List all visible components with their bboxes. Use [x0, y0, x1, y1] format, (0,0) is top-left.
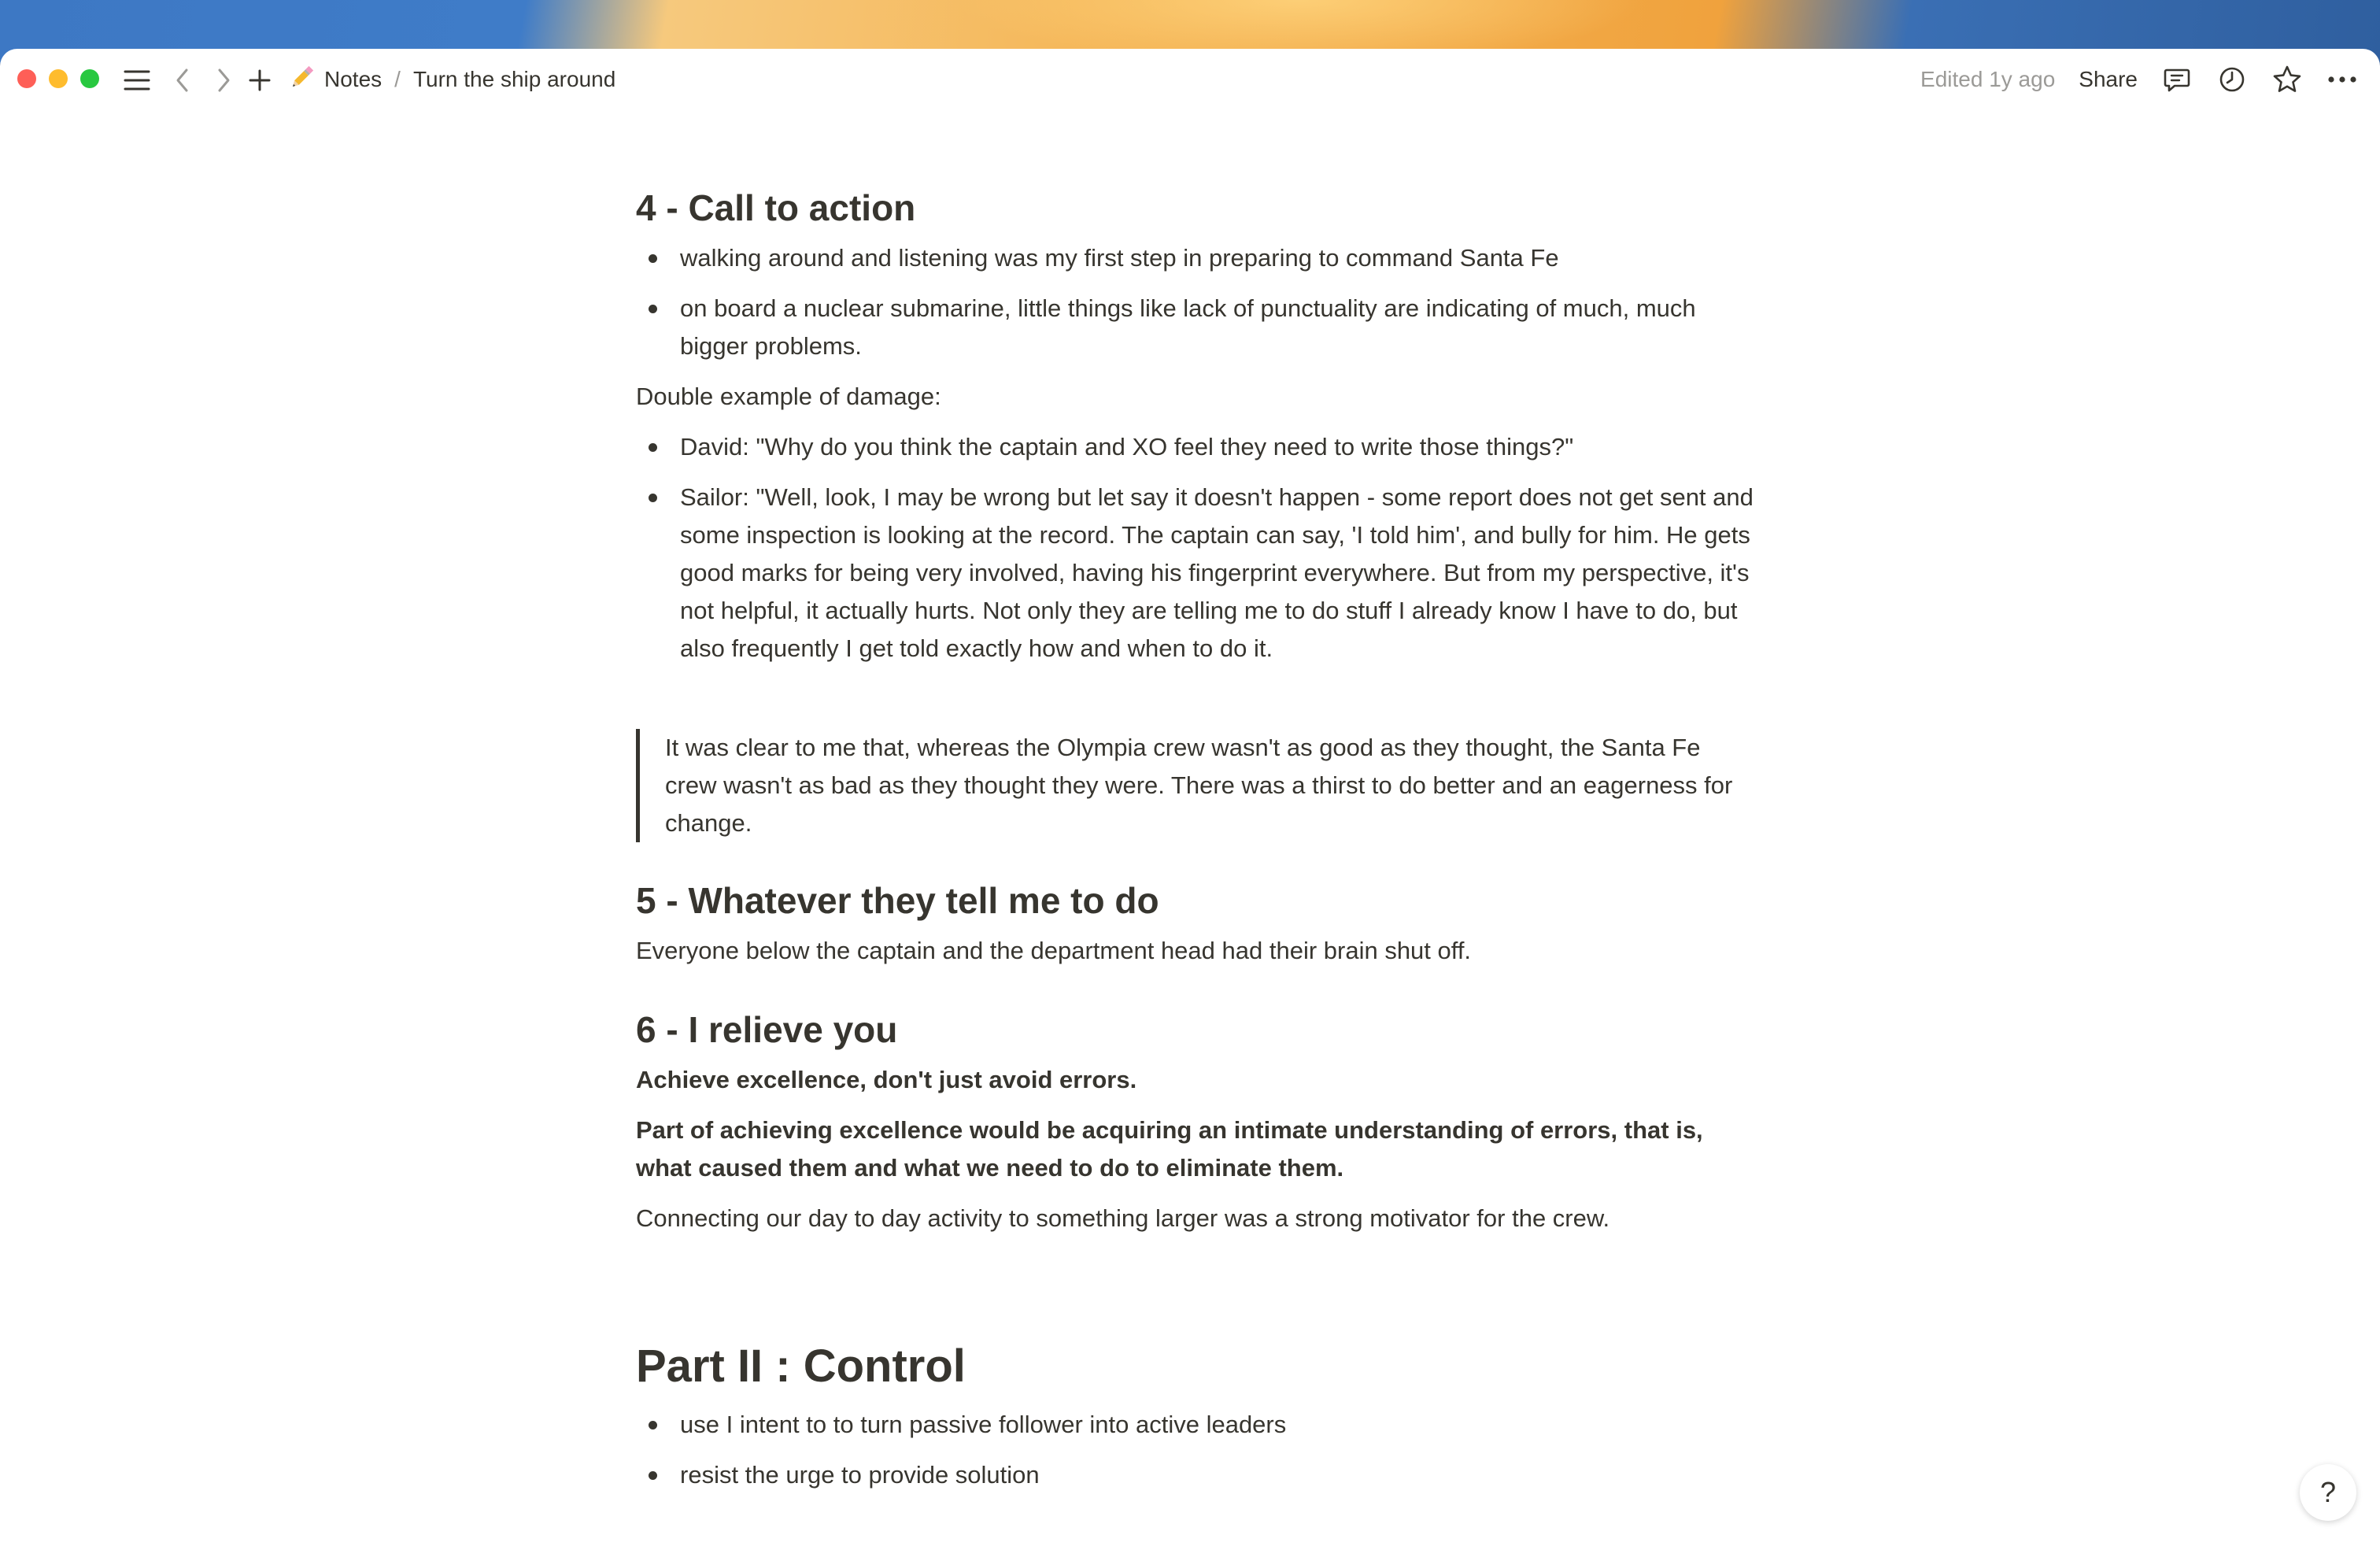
history-icon[interactable] — [2216, 64, 2248, 95]
list-item: Sailor: "Well, look, I may be wrong but let say it doesn't happen - some report does not get sent and some inspection is looking at the record. The captain can say, 'I told him', and bully for him. He gets good marks for being very involved, having his fingerprint everywhere. But from my perspective, it's not helpful, it actually hurts. Not only they are telling me to do stuff I already know I have to do, but also frequently I get told exactly how and when to do it. — [636, 479, 1754, 668]
plus-icon[interactable] — [242, 63, 277, 98]
close-window-button[interactable] — [17, 69, 36, 88]
share-button[interactable]: Share — [2079, 67, 2138, 91]
more-icon[interactable] — [2326, 64, 2358, 95]
title-bar — [0, 49, 2380, 110]
list-item: David: "Why do you think the captain and XO feel they need to write those things?" — [636, 428, 1754, 466]
sidebar-toggle-icon[interactable] — [120, 63, 154, 98]
comment-icon[interactable] — [2161, 64, 2193, 95]
blockquote — [636, 729, 1743, 842]
section-6-bold-2: Part of achieving excellence would be acquiring an intimate understanding of errors, that is, what caused them and what we need to do to eliminate them. — [636, 1116, 1703, 1182]
minimize-window-button[interactable] — [49, 69, 68, 88]
breadcrumb-separator: / — [394, 67, 401, 91]
quote-text: It was clear to me that, whereas the Olympia crew wasn't as good as they thought, the Santa Fe crew wasn't as bad as they thought they were. There was a thirst to do better and an eagerness for change. — [665, 734, 1733, 837]
notion-window — [0, 49, 2380, 1546]
edited-status: Edited 1y ago — [1920, 67, 2056, 91]
part-2-list — [636, 1406, 1754, 1494]
window-controls — [17, 69, 99, 88]
section-6-paragraph: Connecting our day to day activity to something larger was a strong motivator for the crew. — [636, 1204, 1610, 1232]
section-6-heading: 6 - I relieve you — [636, 1009, 898, 1050]
breadcrumb — [288, 49, 615, 110]
list-item: use I intent to to turn passive follower into active leaders — [636, 1406, 1754, 1444]
section-4-heading: 4 - Call to action — [636, 187, 916, 228]
zoom-window-button[interactable] — [80, 69, 99, 88]
list-item: walking around and listening was my first step in preparing to command Santa Fe — [636, 239, 1727, 277]
star-icon[interactable] — [2271, 64, 2303, 95]
breadcrumb-page[interactable]: Turn the ship around — [412, 67, 616, 91]
help-button[interactable]: ? — [2300, 1464, 2356, 1521]
section-6-bold-1: Achieve excellence, don't just avoid errors. — [636, 1066, 1137, 1093]
top-right-toolbar — [1920, 49, 2358, 110]
back-icon[interactable] — [165, 63, 200, 98]
damage-list — [636, 428, 1754, 668]
breadcrumb-notes[interactable]: Notes — [324, 67, 382, 91]
list-item: resist the urge to provide solution — [636, 1456, 1754, 1494]
list-item: on board a nuclear submarine, little things like lack of punctuality are indicating of much, much bigger problems. — [636, 290, 1727, 365]
section-5-heading: 5 - Whatever they tell me to do — [636, 880, 1159, 921]
forward-icon[interactable] — [206, 63, 241, 98]
pencil-icon — [288, 63, 316, 97]
damage-paragraph: Double example of damage: — [636, 383, 941, 410]
page-content — [636, 110, 1754, 1494]
section-5-paragraph: Everyone below the captain and the department head had their brain shut off. — [636, 937, 1472, 964]
part-2-heading: Part II : Control — [636, 1341, 966, 1392]
section-4-list — [636, 239, 1754, 365]
